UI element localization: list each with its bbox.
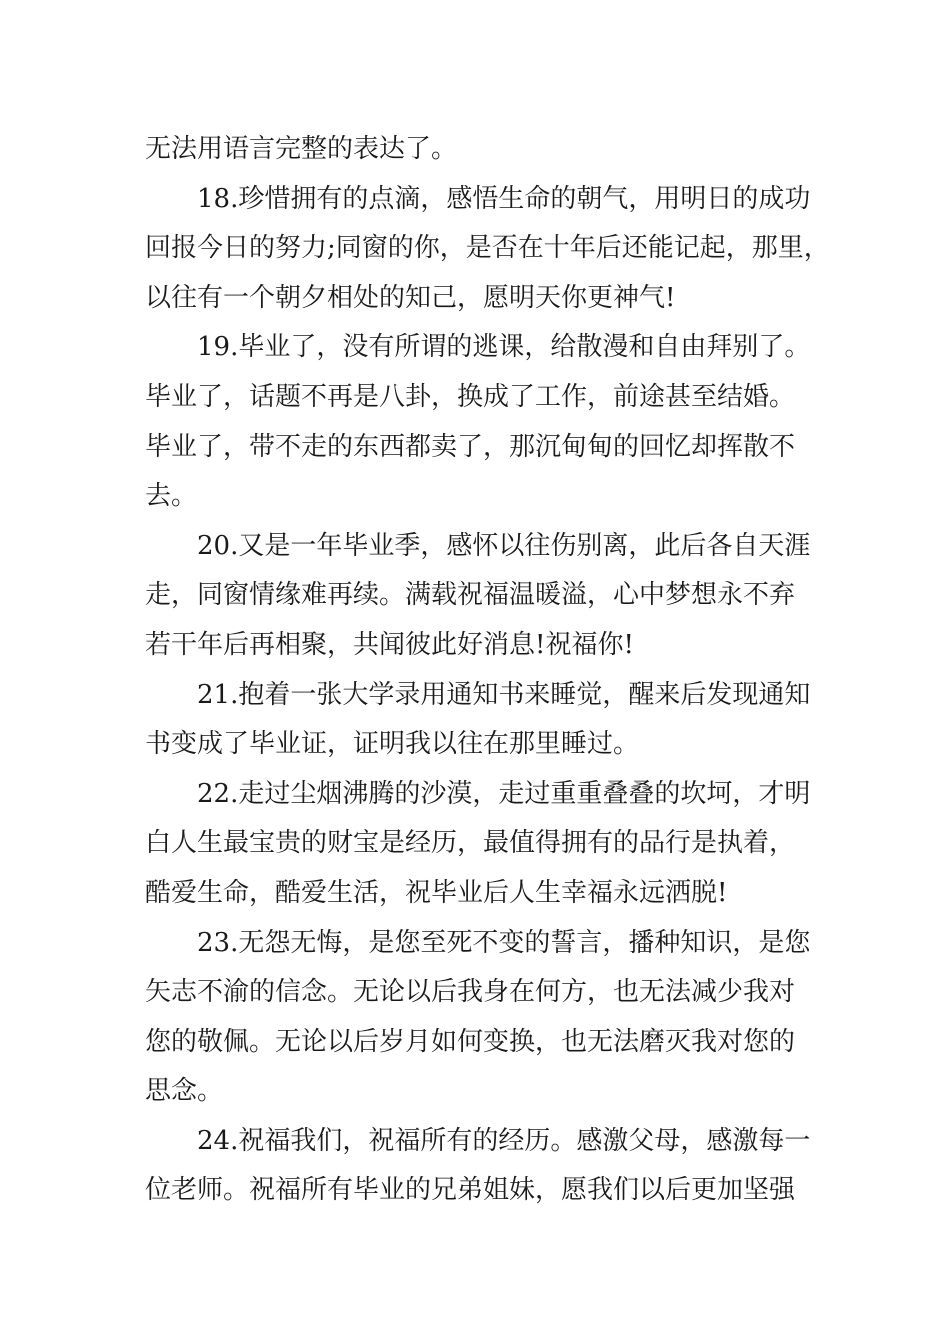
paragraph-item-19: 19.毕业了，没有所谓的逃课，给散漫和自由拜别了。 毕业了，话题不再是八卦，换成了工作，前途甚至结婚。 毕业了，带不走的东西都卖了，那沉甸甸的回忆却挥散不 去。 bbox=[145, 332, 811, 512]
document-body bbox=[145, 125, 835, 1216]
paragraph-continuation: 无法用语言完整的表达了。 bbox=[145, 134, 458, 164]
paragraph-item-18: 18.珍惜拥有的点滴，感悟生命的朝气，用明日的成功 回报今日的努力;同窗的你，是否在十年后还能记起，那里， 以往有一个朝夕相处的知己，愿明天你更神气! bbox=[145, 183, 830, 313]
paragraph-item-22: 22.走过尘烟沸腾的沙漠，走过重重叠叠的坎坷，才明 白人生最宝贵的财宝是经历，最值得拥有的品行是执着， 酷爱生命，酷爱生活，祝毕业后人生幸福永远洒脱! bbox=[145, 778, 811, 908]
paragraph-item-20: 20.又是一年毕业季，感怀以往伤别离，此后各自天涯 走，同窗情缘难再续。满载祝福温暖溢，心中梦想永不弃 若干年后再相聚，共闻彼此好消息!祝福你! bbox=[145, 530, 811, 660]
paragraph-item-24: 24.祝福我们，祝福所有的经历。感激父母，感激每一 位老师。祝福所有毕业的兄弟姐妹，愿我们以后更加坚强 bbox=[145, 1125, 811, 1206]
paragraph-item-23: 23.无怨无悔，是您至死不变的誓言，播种知识，是您 矢志不渝的信念。无论以后我身在何方，也无法减少我对 您的敬佩。无论以后岁月如何变换，也无法磨灭我对您的 思念。 bbox=[145, 927, 811, 1107]
paragraph-item-21: 21.抱着一张大学录用通知书来睡觉，醒来后发现通知 书变成了毕业证，证明我以往在那里睡过。 bbox=[145, 679, 811, 760]
